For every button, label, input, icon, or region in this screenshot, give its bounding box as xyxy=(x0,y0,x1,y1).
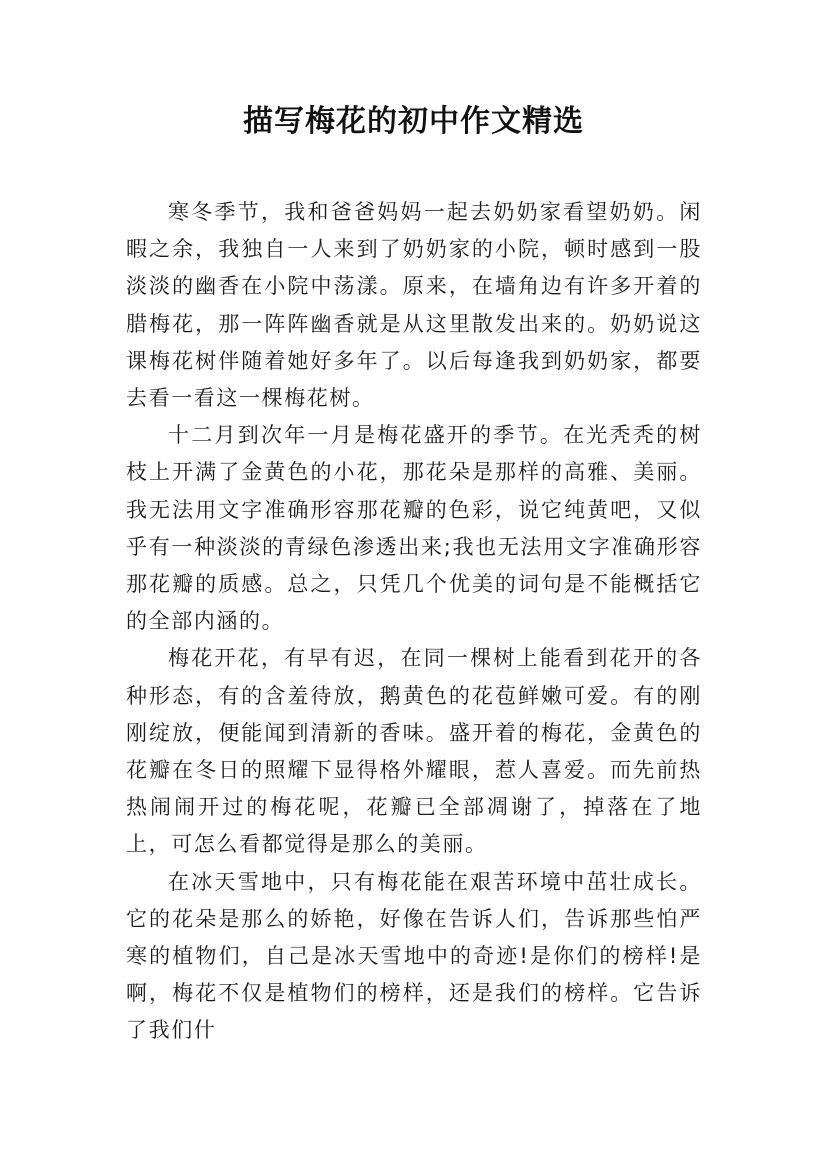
document-title: 描写梅花的初中作文精选 xyxy=(243,104,584,139)
paragraph-4: 在冰天雪地中，只有梅花能在艰苦环境中茁壮成长。它的花朵是那么的娇艳，好像在告诉人们，告诉那些怕严寒的植物们，自己是冰天雪地中的奇迹!是你们的榜样!是啊，梅花不仅是植物们的榜样，还是我们的榜样。它告诉了我们什 xyxy=(126,869,702,1043)
paragraph-3: 梅花开花，有早有迟，在同一棵树上能看到花开的各种形态，有的含羞待放，鹅黄色的花苞鲜嫩可爱。有的刚刚绽放，便能闻到清新的香味。盛开着的梅花，金黄色的花瓣在冬日的照耀下显得格外耀眼，惹人喜爱。而先前热热闹闹开过的梅花呢，花瓣已全部凋谢了，掉落在了地上，可怎么看都觉得是那么的美丽。 xyxy=(126,646,702,857)
document-body xyxy=(126,194,702,1050)
paragraph-2: 十二月到次年一月是梅花盛开的季节。在光秃秃的树枝上开满了金黄色的小花，那花朵是那样的高雅、美丽。我无法用文字准确形容那花瓣的色彩，说它纯黄吧，又似乎有一种淡淡的青绿色渗透出来;我也无法用文字准确形容那花瓣的质感。总之，只凭几个优美的词句是不能概括它的全部内涵的。 xyxy=(126,423,702,634)
paragraph-1: 寒冬季节，我和爸爸妈妈一起去奶奶家看望奶奶。闲暇之余，我独自一人来到了奶奶家的小院，顿时感到一股淡淡的幽香在小院中荡漾。原来，在墙角边有许多开着的腊梅花，那一阵阵幽香就是从这里散发出来的。奶奶说这课梅花树伴随着她好多年了。以后每逢我到奶奶家，都要去看一看这一棵梅花树。 xyxy=(126,200,702,411)
